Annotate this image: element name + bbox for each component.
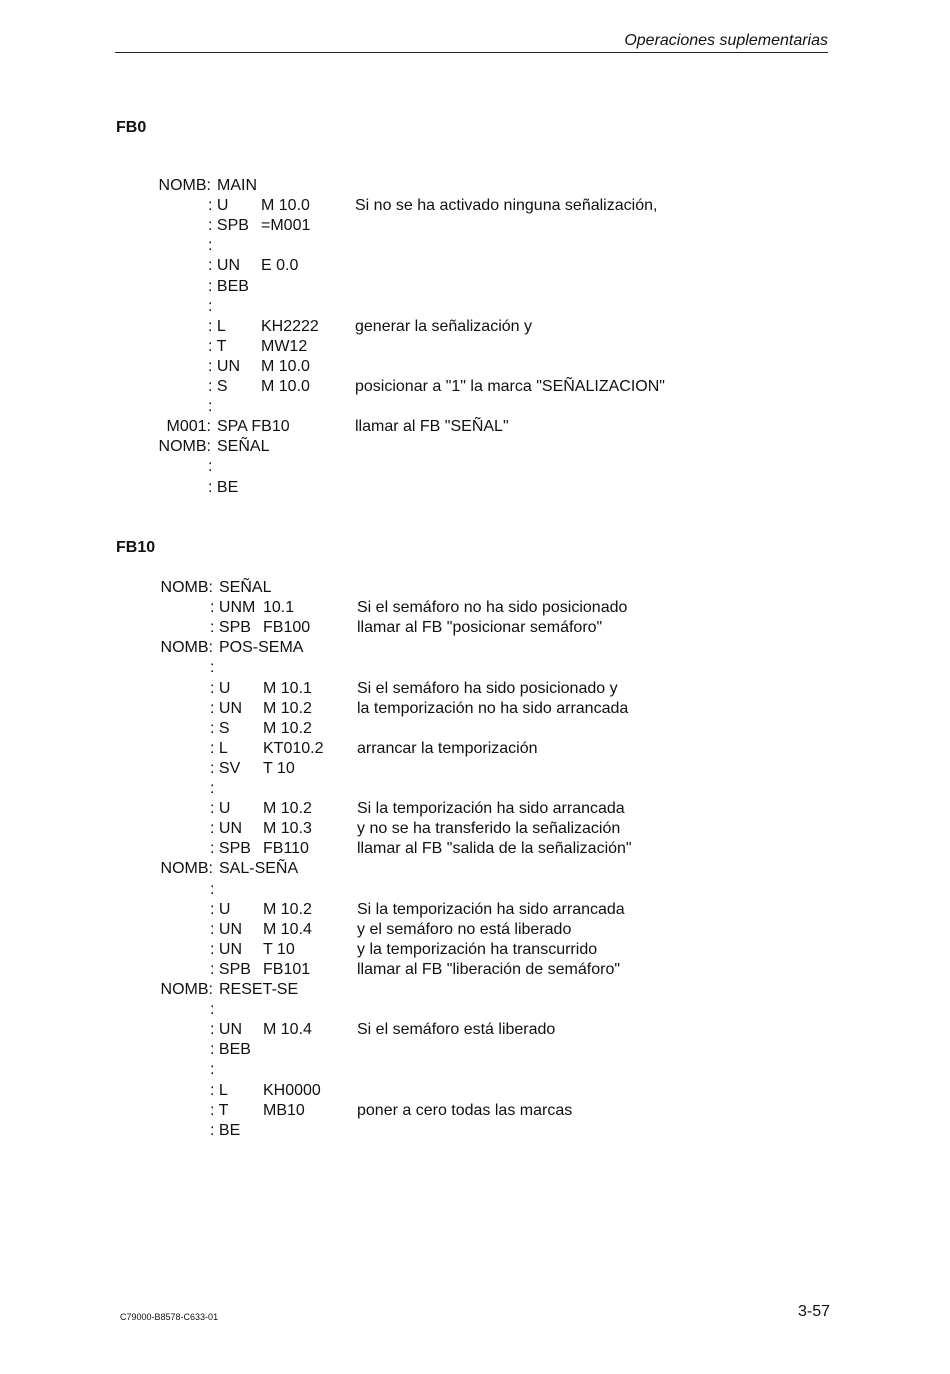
code-operation: SEÑAL — [217, 438, 270, 456]
code-operand: M 10.1 — [263, 679, 312, 697]
code-comment: llamar al FB "SEÑAL" — [355, 418, 509, 436]
code-operand: M 10.0 — [261, 357, 310, 375]
code-operation: : UN — [210, 699, 242, 717]
code-operation: : SPB — [208, 217, 249, 235]
code-operation: : U — [210, 800, 231, 818]
code-operation: : U — [210, 679, 231, 697]
code-operation: : S — [208, 378, 228, 395]
code-comment: poner a cero todas las marcas — [357, 1101, 573, 1119]
code-label: NOMB: — [158, 438, 211, 456]
code-operation: : U — [208, 197, 229, 215]
code-operation: : BEB — [210, 1041, 251, 1059]
code-comment: y no se ha transferido la señalización — [357, 820, 621, 838]
code-operand: KT010.2 — [263, 739, 324, 757]
code-operation: : L — [210, 1081, 228, 1099]
code-operation: : — [210, 1061, 215, 1079]
code-operand: MB10 — [263, 1101, 305, 1119]
code-operand: T 10 — [263, 940, 295, 958]
code-operand: FB110 — [263, 840, 309, 858]
code-operation: : — [210, 780, 215, 797]
code-comment: Si el semáforo no ha sido posicionado — [357, 599, 628, 617]
code-label: NOMB: — [160, 860, 213, 878]
page-header-title: Operaciones suplementarias — [115, 31, 828, 53]
code-comment: y la temporización ha transcurrido — [357, 940, 598, 958]
code-operation: RESET-SE — [219, 981, 299, 998]
code-operation: : S — [210, 719, 230, 737]
code-label: NOMB: — [160, 981, 213, 998]
code-comment: y el semáforo no está liberado — [357, 920, 572, 938]
code-operand: M 10.2 — [263, 719, 312, 737]
code-operation: : BE — [208, 478, 239, 496]
code-operand: KH2222 — [261, 317, 319, 335]
code-operation: MAIN — [217, 177, 257, 194]
code-operation: : U — [210, 900, 231, 918]
code-operation: : T — [210, 1101, 229, 1119]
code-operation: : — [210, 880, 215, 898]
section-title: FB0 — [116, 119, 147, 136]
code-operation: : UN — [210, 1021, 242, 1039]
code-operand: M 10.0 — [261, 378, 310, 395]
code-operation: : SPB — [210, 840, 251, 858]
code-comment: arrancar la temporización — [357, 739, 538, 757]
code-operand: M 10.2 — [263, 699, 312, 717]
code-operand: M 10.0 — [261, 197, 310, 215]
code-operand: =M001 — [261, 217, 311, 235]
code-operand: M 10.3 — [263, 820, 312, 838]
code-label: M001: — [166, 418, 211, 436]
code-operation: : UN — [208, 257, 240, 275]
code-operand: MW12 — [261, 337, 308, 355]
code-operand: E 0.0 — [261, 257, 299, 275]
code-operand: T 10 — [263, 759, 295, 777]
code-comment: llamar al FB "liberación de semáforo" — [357, 960, 621, 978]
code-operation: : L — [210, 739, 228, 757]
code-comment: llamar al FB "salida de la señalización" — [357, 840, 632, 858]
code-operand: 10.1 — [263, 599, 295, 617]
code-comment: Si el semáforo está liberado — [357, 1021, 556, 1039]
code-operation: : — [208, 458, 213, 476]
code-comment: Si la temporización ha sido arrancada — [357, 800, 625, 818]
code-operation: : — [208, 237, 213, 255]
code-operation: POS-SEMA — [219, 639, 304, 657]
code-comment: posicionar a "1" la marca "SEÑALIZACION" — [355, 378, 665, 395]
code-label: NOMB: — [160, 579, 213, 596]
code-operation: : UN — [210, 920, 242, 938]
code-comment: generar la señalización y — [355, 317, 532, 335]
code-operation: : T — [208, 337, 227, 355]
code-comment: llamar al FB "posicionar semáforo" — [357, 619, 603, 637]
code-operand: M 10.2 — [263, 800, 312, 818]
code-operand: FB100 — [263, 619, 311, 637]
code-operation: : UN — [210, 940, 242, 958]
code-operation: : — [208, 297, 213, 315]
code-operation: : SPB — [210, 960, 251, 978]
document-code: C79000-B8578-C633-01 — [120, 1312, 219, 1322]
code-operation: : UN — [210, 820, 242, 838]
code-comment: Si la temporización ha sido arrancada — [357, 900, 625, 918]
section-title: FB10 — [116, 539, 156, 556]
code-operation: : UN — [208, 357, 240, 375]
code-comment: Si no se ha activado ninguna señalización, — [355, 197, 658, 215]
page-number: 3-57 — [798, 1303, 831, 1320]
code-operand: KH0000 — [263, 1081, 321, 1099]
code-operation: : SV — [210, 759, 241, 777]
code-operation: : UNM — [210, 599, 256, 617]
code-operand: M 10.4 — [263, 920, 312, 938]
code-operation: SPA FB10 — [217, 418, 290, 436]
code-operation: : — [208, 398, 213, 416]
code-operand: FB101 — [263, 960, 311, 978]
code-operation: : — [210, 659, 215, 677]
code-operation: : — [210, 1001, 215, 1019]
code-label: NOMB: — [160, 639, 213, 657]
code-comment: Si el semáforo ha sido posicionado y — [357, 679, 618, 697]
code-operation: SAL-SEÑA — [219, 860, 299, 878]
code-operation: : SPB — [210, 619, 251, 637]
code-operation: : BEB — [208, 277, 249, 295]
code-operation: SEÑAL — [219, 579, 272, 596]
code-operand: M 10.2 — [263, 900, 312, 918]
code-operation: : L — [208, 317, 226, 335]
code-comment: la temporización no ha sido arrancada — [357, 699, 629, 717]
code-operand: M 10.4 — [263, 1021, 312, 1039]
code-label: NOMB: — [158, 177, 211, 194]
code-operation: : BE — [210, 1121, 241, 1139]
